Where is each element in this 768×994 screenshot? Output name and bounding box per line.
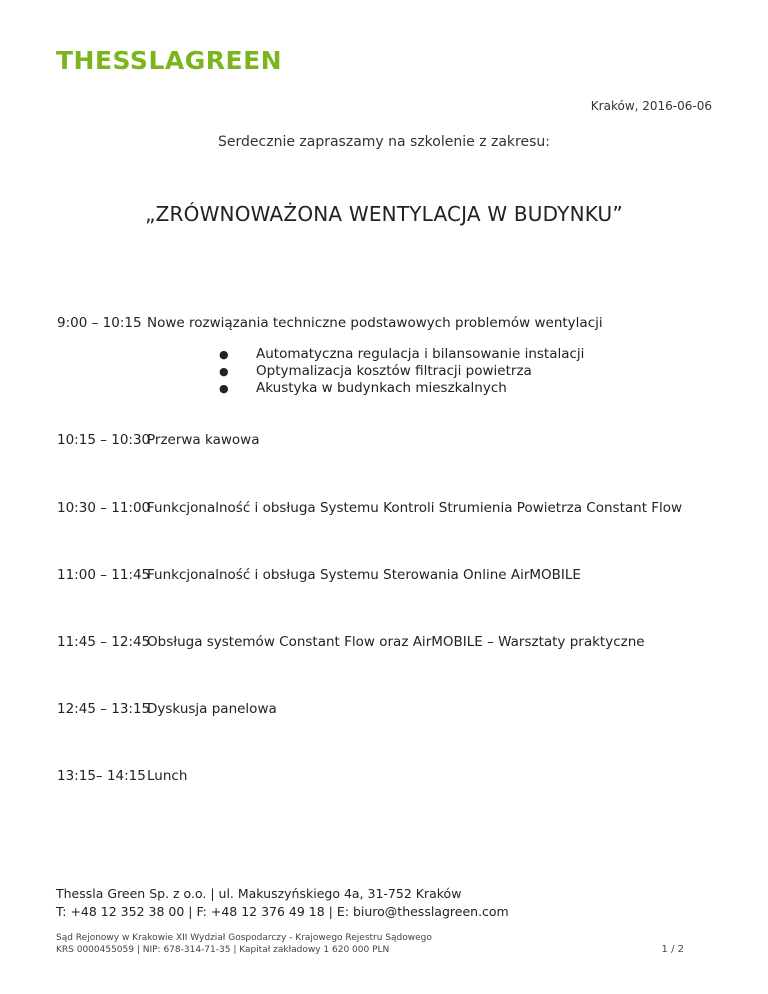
- topic-list: [219, 346, 585, 397]
- agenda-time: 12:45 – 13:15: [57, 701, 151, 717]
- agenda-text: Dyskusja panelowa: [147, 701, 277, 717]
- company-phones: T: +48 12 352 38 00 | F: +48 12 376 49 18 | E: biuro@thesslagreen.com: [56, 904, 509, 919]
- list-item: ● Automatyczna regulacja i bilansowanie instalacji: [219, 346, 585, 362]
- agenda-text: Nowe rozwiązania techniczne podstawowych problemów wentylacji: [147, 315, 603, 331]
- company-contact: [56, 885, 509, 921]
- page-number: 1 / 2: [661, 944, 684, 955]
- agenda-text: Przerwa kawowa: [147, 432, 260, 448]
- list-item: ● Akustyka w budynkach mieszkalnych: [219, 380, 507, 396]
- agenda-time: 9:00 – 10:15: [57, 315, 142, 331]
- bullet-icon: ●: [219, 348, 229, 361]
- training-title: „ZRÓWNOWAŻONA WENTYLACJA W BUDYNKU”: [145, 202, 623, 226]
- agenda-row: [57, 315, 603, 331]
- agenda-time: 10:30 – 11:00: [57, 500, 151, 516]
- company-logo: THESSLAGREEN: [56, 46, 283, 75]
- bullet-icon: ●: [219, 382, 229, 395]
- list-item: ● Optymalizacja kosztów filtracji powietrza: [219, 363, 532, 379]
- agenda-row: [57, 701, 277, 717]
- agenda-row: [57, 500, 682, 516]
- agenda-text: Lunch: [147, 768, 188, 784]
- bullet-icon: ●: [219, 365, 229, 378]
- court-registry: Sąd Rejonowy w Krakowie XII Wydział Gospodarczy - Krajowego Rejestru Sądowego: [56, 933, 432, 943]
- agenda-time: 13:15– 14:15: [57, 768, 146, 784]
- agenda-row: [57, 432, 259, 448]
- agenda-text: Funkcjonalność i obsługa Systemu Sterowania Online AirMOBILE: [147, 567, 581, 583]
- agenda-row: [57, 567, 581, 583]
- place-date: Kraków, 2016-06-06: [590, 99, 712, 113]
- company-address: Thessla Green Sp. z o.o. | ul. Makuszyńskiego 4a, 31-752 Kraków: [56, 886, 462, 901]
- agenda-time: 11:00 – 11:45: [57, 567, 151, 583]
- agenda-text: Obsługa systemów Constant Flow oraz AirMOBILE – Warsztaty praktyczne: [147, 634, 645, 650]
- krs-nip: KRS 0000455059 | NIP: 678-314-71-35 | Kapitał zakładowy 1 620 000 PLN: [56, 945, 390, 955]
- invitation-intro: Serdecznie zapraszamy na szkolenie z zakresu:: [218, 134, 550, 150]
- agenda-row: [57, 768, 187, 784]
- agenda-time: 11:45 – 12:45: [57, 634, 151, 650]
- registration-info: [56, 932, 432, 956]
- agenda-time: 10:15 – 10:30: [57, 432, 151, 448]
- agenda-text: Funkcjonalność i obsługa Systemu Kontroli Strumienia Powietrza Constant Flow: [147, 500, 683, 516]
- agenda-row: [57, 634, 645, 650]
